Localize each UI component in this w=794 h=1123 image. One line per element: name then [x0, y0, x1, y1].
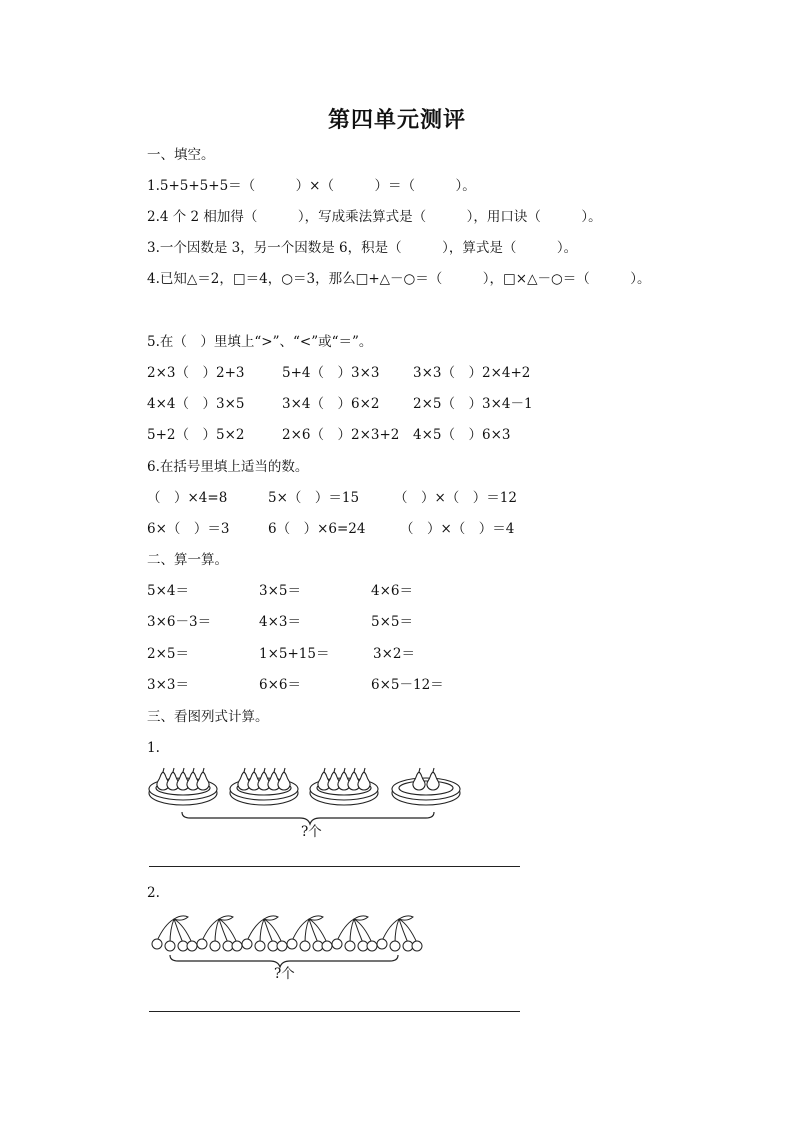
q5-row-1-col-2: 5+4（ ）3×3 [282, 365, 380, 381]
cherry-bunch-icon [197, 916, 242, 951]
problem-2-brace-label: ?个 [274, 966, 295, 982]
plate-with-pears [392, 768, 460, 805]
q5-row-2-col-2: 3×4（ ）6×2 [282, 396, 380, 412]
calc-row-1-col-2: 3×5＝ [259, 583, 301, 599]
plate-with-pears [310, 768, 378, 805]
question-4: 4.已知△＝2，□＝4，○＝3，那么□+△－○＝（ ），□×△－○＝（ ）。 [147, 271, 651, 287]
cherry-bunch-icon [152, 916, 197, 951]
calc-row-2-col-2: 4×3＝ [259, 614, 301, 630]
q5-row-1-col-3: 3×3（ ）2×4+2 [413, 365, 531, 381]
q5-row-1-col-1: 2×3（ ）2+3 [147, 365, 245, 381]
cherry-bunch-icon [377, 916, 422, 951]
answer-line-2 [149, 1011, 520, 1012]
cherry-bunch-icon [287, 916, 332, 951]
q5-row-3-col-2: 2×6（ ）2×3+2 [282, 427, 400, 443]
pear-icon [413, 772, 425, 790]
page-title: 第四单元测评 [327, 107, 466, 133]
calc-row-4-col-1: 3×3＝ [147, 677, 189, 693]
calc-row-4-col-2: 6×6＝ [259, 677, 301, 693]
question-1: 1.5+5+5+5＝（ ）×（ ）＝（ ）。 [147, 178, 476, 194]
q6-row-1-col-2: 5×（ ）＝15 [268, 490, 360, 506]
q5-row-2-col-3: 2×5（ ）3×4－1 [413, 396, 533, 412]
plate-with-pears [149, 768, 217, 805]
cherry-bunch-icon [332, 916, 377, 951]
section3-heading: 三、看图列式计算。 [147, 709, 269, 725]
section2-heading: 二、算一算。 [147, 552, 228, 568]
problem-1-label: 1. [147, 740, 160, 756]
q5-row-3-col-1: 5+2（ ）5×2 [147, 427, 245, 443]
calc-row-3-col-3: 3×2＝ [373, 646, 415, 662]
pear-icon [427, 772, 439, 790]
calc-row-1-col-1: 5×4＝ [147, 583, 189, 599]
q5-row-3-col-3: 4×5（ ）6×3 [413, 427, 511, 443]
question-3: 3.一个因数是 3，另一个因数是 6，积是（ ），算式是（ ）。 [147, 240, 578, 256]
problem-2-label: 2. [147, 885, 160, 901]
q6-row-2-col-2: 6（ ）×6=24 [268, 521, 366, 537]
calc-row-1-col-3: 4×6＝ [371, 583, 413, 599]
question-5-prompt: 5.在（ ）里填上“>”、“<”或“＝”。 [147, 334, 373, 350]
calc-row-4-col-3: 6×5－12＝ [371, 677, 444, 693]
calc-row-3-col-2: 1×5+15＝ [259, 646, 330, 662]
q5-row-2-col-1: 4×4（ ）3×5 [147, 396, 245, 412]
answer-line-1 [149, 866, 520, 867]
calc-row-2-col-1: 3×6－3＝ [147, 614, 212, 630]
section1-heading: 一、填空。 [147, 147, 215, 163]
q6-row-1-col-1: （ ）×4=8 [147, 490, 228, 506]
q6-row-1-col-3: （ ）×（ ）＝12 [394, 490, 517, 506]
pear-icon [197, 772, 209, 790]
q6-row-2-col-1: 6×（ ）＝3 [147, 521, 230, 537]
problem-1-brace-label: ?个 [301, 824, 322, 840]
plate-with-pears [230, 768, 298, 805]
pear-icon [278, 772, 290, 790]
pear-icon [358, 772, 370, 790]
calc-row-2-col-3: 5×5＝ [371, 614, 413, 630]
q6-row-2-col-3: （ ）×（ ）＝4 [400, 521, 515, 537]
question-6-prompt: 6.在括号里填上适当的数。 [147, 459, 309, 475]
calc-row-3-col-1: 2×5＝ [147, 646, 189, 662]
cherries-figure [146, 913, 421, 968]
question-2: 2.4 个 2 相加得（ ），写成乘法算式是（ ），用口诀（ ）。 [147, 209, 602, 225]
cherry-bunch-icon [242, 916, 287, 951]
